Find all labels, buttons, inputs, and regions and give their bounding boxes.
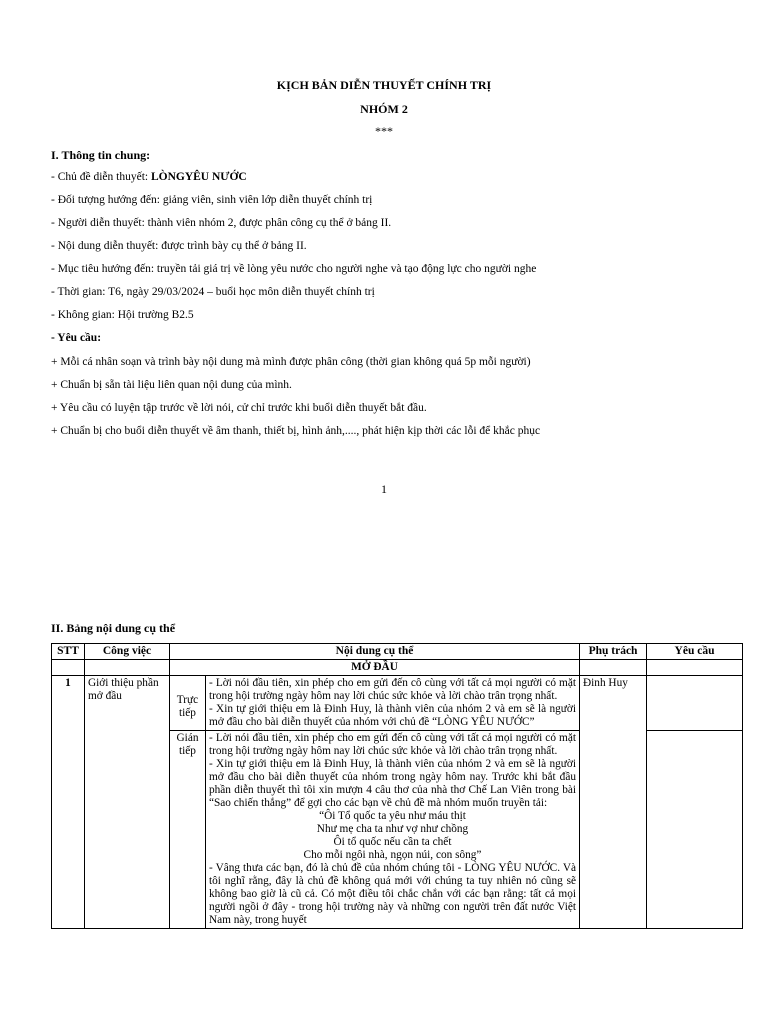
document-subtitle: NHÓM 2 [360,102,408,116]
row-stt: 1 [52,676,85,929]
section-row-blank-req [647,660,743,676]
table-section-row [52,660,743,676]
content-table [51,643,743,929]
info-line-goal: - Mục tiêu hướng đến: truyền tải giá trị về lòng yêu nước cho người nghe và tạo động lực cho người nghe [51,263,537,275]
indirect-content [206,731,580,929]
section-label-opening: MỞ ĐẦU [170,660,580,676]
info-line-content: - Nội dung diễn thuyết: được trình bày cụ thể ở bảng II. [51,240,307,252]
table-header-row [52,644,743,660]
page-separator [0,590,768,594]
requirement-item: + Chuẩn bị cho buổi diễn thuyết về âm thanh, thiết bị, hình ảnh,...., phát hiện kịp thời các lỗi để khắc phục [51,425,541,437]
row-owner: Đinh Huy [580,676,647,929]
direct-label: Trực tiếp [170,676,206,731]
topic-line [51,171,247,183]
header-task: Công việc [85,644,170,660]
section-1-heading: I. Thông tin chung: [51,148,151,162]
indirect-label: Gián tiếp [170,731,206,929]
direct-paragraph: - Xin tự giới thiệu em là Đinh Huy, là thành viên của nhóm 2 và em sẽ là người mở đầu cho bài diễn thuyết của nhóm với chủ đề “LÒNG YÊU NƯỚC” [209,703,576,728]
poem-line: “Ôi Tổ quốc ta yêu như máu thịt [319,810,466,822]
table-row [52,676,743,731]
poem-line: Như mẹ cha ta như vợ như chồng [316,823,469,835]
row-task: Giới thiệu phần mở đầu [85,676,170,929]
poem-line: Cho mỗi ngôi nhà, ngọn núi, con sông” [303,849,482,861]
info-line-speaker: - Người diễn thuyết: thành viên nhóm 2, được phân công cụ thể ở bảng II. [51,217,392,229]
requirement-item: + Chuẩn bị sẵn tài liệu liên quan nội dung của mình. [51,379,292,391]
info-line-venue: - Không gian: Hội trường B2.5 [51,309,194,321]
indirect-paragraph: - Lời nói đầu tiên, xin phép cho em gửi đến cô cùng với tất cả mọi người có mặt trong hội trường ngày hôm nay lời chúc sức khỏe và lời chào trân trọng nhất. [209,732,576,757]
title-ornament: *** [375,124,393,138]
section-row-blank-left [52,660,85,676]
indirect-paragraph: - Xin tự giới thiệu em là Đinh Huy, là thành viên của nhóm 2 và em sẽ là người mở đầu cho bài diễn thuyết của nhóm trong ngày hôm nay. Trước khi bắt đầu phần diễn thuyết thì tôi xin mượn 4 câu thơ của nhà thơ Chế Lan Viên trong bài “Sao chiến thắng” để gợi cho các bạn về chủ đề mà nhóm muốn truyền tải: [209,758,576,809]
direct-paragraph: - Lời nói đầu tiên, xin phép cho em gửi đến cô cùng với tất cả mọi người có mặt trong hội trường ngày hôm nay lời chúc sức khỏe và lời chào trân trọng nhất. [209,677,576,702]
topic-label: - Chủ đề diễn thuyết: [51,171,151,183]
info-line-audience: - Đối tượng hướng đến: giảng viên, sinh viên lớp diễn thuyết chính trị [51,194,373,206]
section-2-heading: II. Bảng nội dung cụ thể [51,621,176,635]
row-requirement-indirect [647,731,743,929]
page-number: 1 [381,482,387,496]
info-line-time: - Thời gian: T6, ngày 29/03/2024 – buổi học môn diễn thuyết chính trị [51,286,375,298]
poem-line: Ôi tổ quốc nếu cần ta chết [333,836,452,848]
requirement-item: + Mỗi cá nhân soạn và trình bày nội dung mà mình được phân công (thời gian không quá 5p mỗi người) [51,356,531,368]
requirements-heading: - Yêu cầu: [51,332,102,344]
direct-content [206,676,580,731]
header-owner: Phụ trách [580,644,647,660]
topic-value: LÒNGYÊU NƯỚC [150,171,247,183]
section-row-blank-owner [580,660,647,676]
header-stt: STT [52,644,85,660]
section-row-blank-task [85,660,170,676]
document-title: KỊCH BẢN DIỄN THUYẾT CHÍNH TRỊ [276,78,492,92]
header-content: Nội dung cụ thể [170,644,580,660]
indirect-paragraph: - Vâng thưa các bạn, đó là chủ đề của nhóm chúng tôi - LÒNG YÊU NƯỚC. Và tôi nghĩ rằng, đây là chủ đề không quá mới với chúng ta tuy nhiên nó cũng sẽ không bao giờ là cũ cả. Có một điều tôi chắc chắn với các bạn rằng: tất cả mọi người ngồi ở đây - trong hội trường này và những con người trên đất nước Việt Nam này, trong huyết [209,862,576,926]
requirement-item: + Yêu cầu có luyện tập trước về lời nói, cử chỉ trước khi buổi diễn thuyết bắt đầu. [51,402,427,414]
header-requirement: Yêu cầu [647,644,743,660]
row-requirement-direct [647,676,743,731]
